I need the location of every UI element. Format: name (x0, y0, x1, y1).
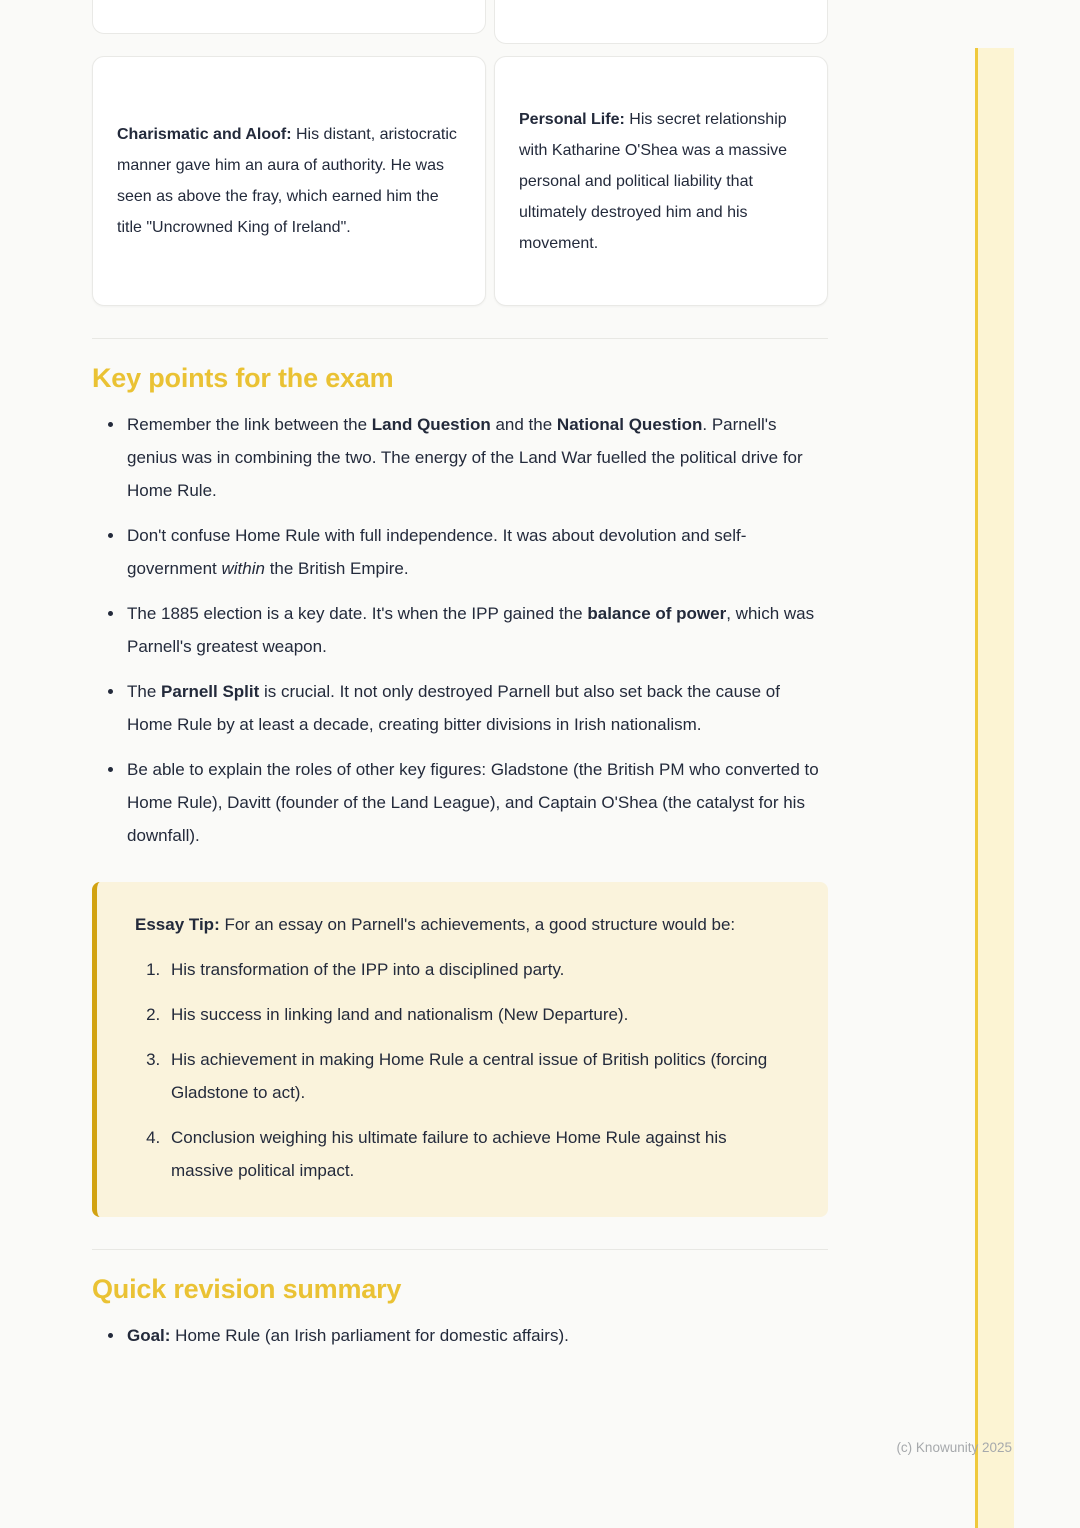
list-item (125, 753, 828, 852)
list-item (125, 519, 828, 585)
list-item-text: Goal: Home Rule (an Irish parliament for domestic affairs). (127, 1326, 569, 1345)
numbered-item (165, 1043, 792, 1109)
list-item (125, 408, 828, 507)
list-item (125, 1319, 828, 1352)
revision-summary-list (92, 1319, 828, 1352)
list-item-text: Remember the link between the Land Question and the National Question. Parnell's genius was in combining the two. The energy of the Land War fuelled the political drive for Home Rule. (127, 415, 803, 500)
card-charismatic-and-aloof (92, 56, 486, 306)
previous-card-remnant-right (494, 0, 828, 44)
document-content (92, 0, 828, 1364)
heading-quick-revision: Quick revision summary (92, 1274, 402, 1304)
essay-tip-callout (92, 882, 828, 1217)
previous-cards-remnant-row (92, 0, 828, 44)
numbered-item (165, 953, 792, 986)
numbered-item-text: Conclusion weighing his ultimate failure to achieve Home Rule against his massive political impact. (171, 1128, 727, 1180)
numbered-item-text: His success in linking land and nationalism (New Departure). (171, 1005, 629, 1024)
essay-structure-list (135, 953, 792, 1187)
numbered-item (165, 998, 792, 1031)
card-personal-life (494, 56, 828, 306)
list-item-text: The Parnell Split is crucial. It not only destroyed Parnell but also set back the cause of Home Rule by at least a decade, creating bitter divisions in Irish nationalism. (127, 682, 780, 734)
trait-cards-row (92, 56, 828, 306)
list-item-text: Don't confuse Home Rule with full independence. It was about devolution and self-government within the British Empire. (127, 526, 747, 578)
page-edge-decoration (975, 48, 1014, 1528)
card-text: Charismatic and Aloof: His distant, aristocratic manner gave him an aura of authority. He was seen as above the fray, which earned him the title "Uncrowned King of Ireland". (117, 126, 457, 236)
numbered-item-text: His achievement in making Home Rule a central issue of British politics (forcing Gladstone to act). (171, 1050, 768, 1102)
previous-card-remnant-left (92, 0, 486, 34)
copyright-watermark: (c) Knowunity 2025 (896, 1440, 1012, 1455)
numbered-item (165, 1121, 792, 1187)
heading-key-points: Key points for the exam (92, 363, 394, 393)
card-text: Personal Life: His secret relationship with Katharine O'Shea was a massive personal and political liability that ultimately destroyed him and his movement. (519, 110, 788, 252)
key-points-list (92, 408, 828, 852)
list-item (125, 675, 828, 741)
section-divider (92, 1249, 828, 1250)
essay-tip-intro: Essay Tip: For an essay on Parnell's achievements, a good structure would be: (135, 915, 736, 934)
list-item-text: Be able to explain the roles of other key figures: Gladstone (the British PM who converted to Home Rule), Davitt (founder of the Land League), and Captain O'Shea (the catalyst for his downfall). (127, 760, 819, 845)
section-divider (92, 338, 828, 339)
numbered-item-text: His transformation of the IPP into a disciplined party. (171, 960, 565, 979)
list-item-text: The 1885 election is a key date. It's when the IPP gained the balance of power, which was Parnell's greatest weapon. (127, 604, 815, 656)
list-item (125, 597, 828, 663)
